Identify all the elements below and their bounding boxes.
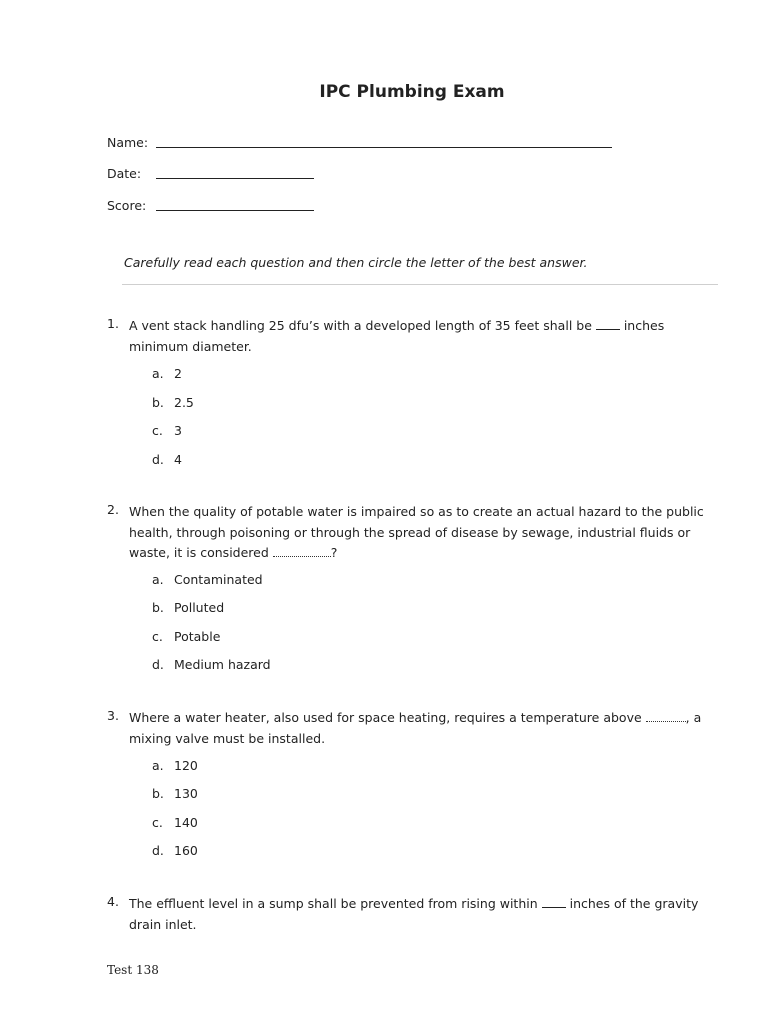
- name-label: Name:: [107, 135, 149, 150]
- name-field[interactable]: [156, 147, 612, 148]
- question-number: 2.: [107, 502, 119, 517]
- answer-blank: [646, 711, 686, 722]
- score-label: Score:: [107, 198, 147, 213]
- question-text: Where a water heater, also used for space heating, requires a temperature above , a mixing valve must be installed.: [129, 710, 702, 746]
- instructions: Carefully read each question and then circle the letter of the best answer.: [124, 255, 588, 270]
- score-field[interactable]: [156, 210, 314, 211]
- question-number: 3.: [107, 708, 119, 723]
- divider: [122, 284, 718, 285]
- question-text: When the quality of potable water is impaired so as to create an actual hazard to the public health, through poisoning or through the spread of disease by sewage, industrial fluids or waste, it is considered ?: [129, 504, 704, 560]
- answer-blank: [596, 319, 620, 330]
- question-text: The effluent level in a sump shall be prevented from rising within inches of the gravity drain inlet.: [129, 896, 699, 932]
- question-text: A vent stack handling 25 dfu’s with a developed length of 35 feet shall be inches minimum diameter.: [129, 318, 665, 354]
- answer-blank: [273, 546, 331, 557]
- date-label: Date:: [107, 166, 142, 181]
- page-title: IPC Plumbing Exam: [319, 82, 505, 102]
- question-number: 4.: [107, 894, 119, 909]
- question-number: 1.: [107, 316, 119, 331]
- answer-blank: [542, 897, 566, 908]
- page-footer: Test 138: [107, 963, 159, 977]
- date-field[interactable]: [156, 178, 314, 179]
